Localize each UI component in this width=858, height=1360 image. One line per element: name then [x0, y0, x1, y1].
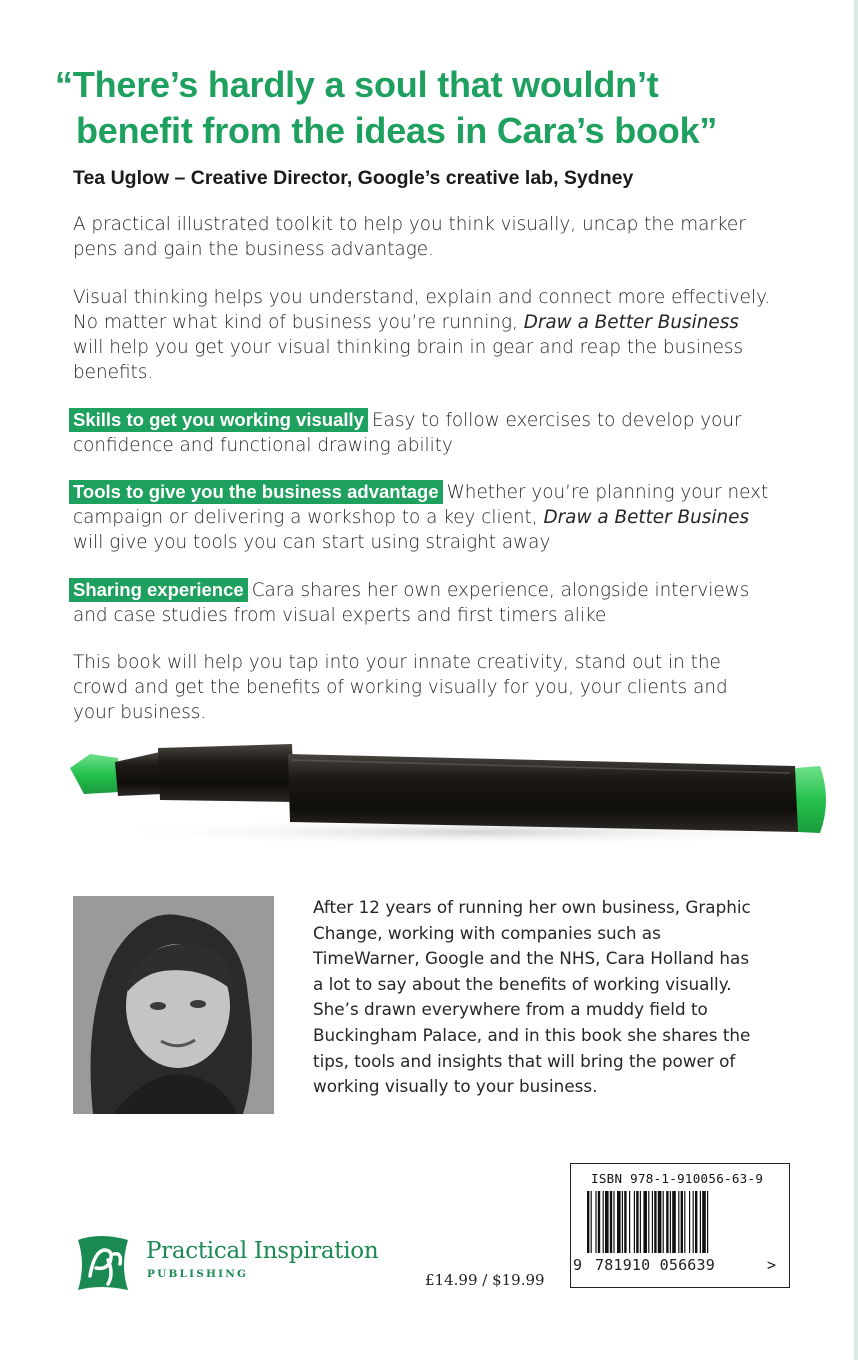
isbn-first-digit: 9 — [573, 1256, 583, 1274]
feature-text: Whether you’re planning your next campaign or delivering a workshop to a key client, — [73, 482, 769, 528]
book-title: Draw a Better Busines — [543, 507, 750, 528]
quote-line-1: “There’s hardly a soul that wouldn’t — [55, 64, 659, 105]
quote-line-2: benefit from the ideas in Cara’s book” — [76, 110, 718, 151]
publisher-emblem-icon — [70, 1230, 136, 1296]
feature-heading: Sharing experience — [69, 578, 248, 602]
book-title: Draw a Better Business — [523, 312, 739, 333]
barcode-icon — [585, 1191, 775, 1261]
feature-text: Cara shares her own experience, alongside interviews and case studies from visual experts and first timers alike — [73, 580, 750, 626]
feature-heading: Skills to get you working visually — [69, 408, 368, 432]
closing-paragraph: This book will help you tap into your innate creativity, stand out in the crowd and get the benefits of working visually for you, your clients and your business. — [73, 652, 728, 723]
author-bio: After 12 years of running her own business, Graphic Change, working with companies such as TimeWarner, Google and the NHS, Cara Holland has a lot to say about the benefits of working visually. She’s drawn everywhere from a muddy field to Buckingham Palace, and in this book she shares the tips, tools and insights that will bring the power of working visually to your business. — [313, 897, 751, 1097]
isbn-barcode-box — [570, 1163, 790, 1288]
edge-stripe — [854, 0, 858, 1360]
isbn-label: ISBN 978-1-910056-63-9 — [591, 1171, 764, 1186]
visual-thinking-text: Visual thinking helps you understand, explain and connect more effectively. No matter what kind of business you’re running, — [73, 287, 771, 333]
pen-grip — [158, 744, 294, 802]
feature-skills — [73, 408, 773, 458]
feature-heading: Tools to give you the business advantage — [69, 480, 443, 504]
pen-neck — [115, 752, 162, 796]
feature-text-end: will give you tools you can start using straight away — [73, 532, 551, 553]
isbn-arrow: > — [767, 1256, 777, 1274]
marker-pen-illustration — [60, 740, 858, 860]
pen-nib — [70, 754, 120, 794]
publisher-logo — [70, 1228, 400, 1298]
pen-cap-end — [795, 766, 826, 833]
visual-thinking-paragraph — [73, 285, 773, 385]
endorsement-quote — [55, 62, 815, 154]
publisher-name: Practical Inspiration — [146, 1238, 379, 1264]
isbn-digits: 781910 056639 — [595, 1256, 715, 1274]
intro-paragraph: A practical illustrated toolkit to help you think visually, uncap the marker pens and gain the business advantage. — [73, 214, 746, 260]
publisher-subtitle: PUBLISHING — [147, 1268, 249, 1280]
pen-barrel — [288, 754, 800, 832]
visual-thinking-text-end: will help you get your visual thinking brain in gear and reap the business benefits. — [73, 337, 744, 383]
price: £14.99 / $19.99 — [425, 1271, 545, 1289]
feature-sharing — [73, 578, 773, 628]
feature-tools — [73, 480, 773, 555]
feature-text: Easy to follow exercises to develop your confidence and functional drawing ability — [73, 410, 742, 456]
quote-attribution: Tea Uglow – Creative Director, Google’s creative lab, Sydney — [73, 167, 634, 189]
author-photo — [73, 896, 274, 1114]
